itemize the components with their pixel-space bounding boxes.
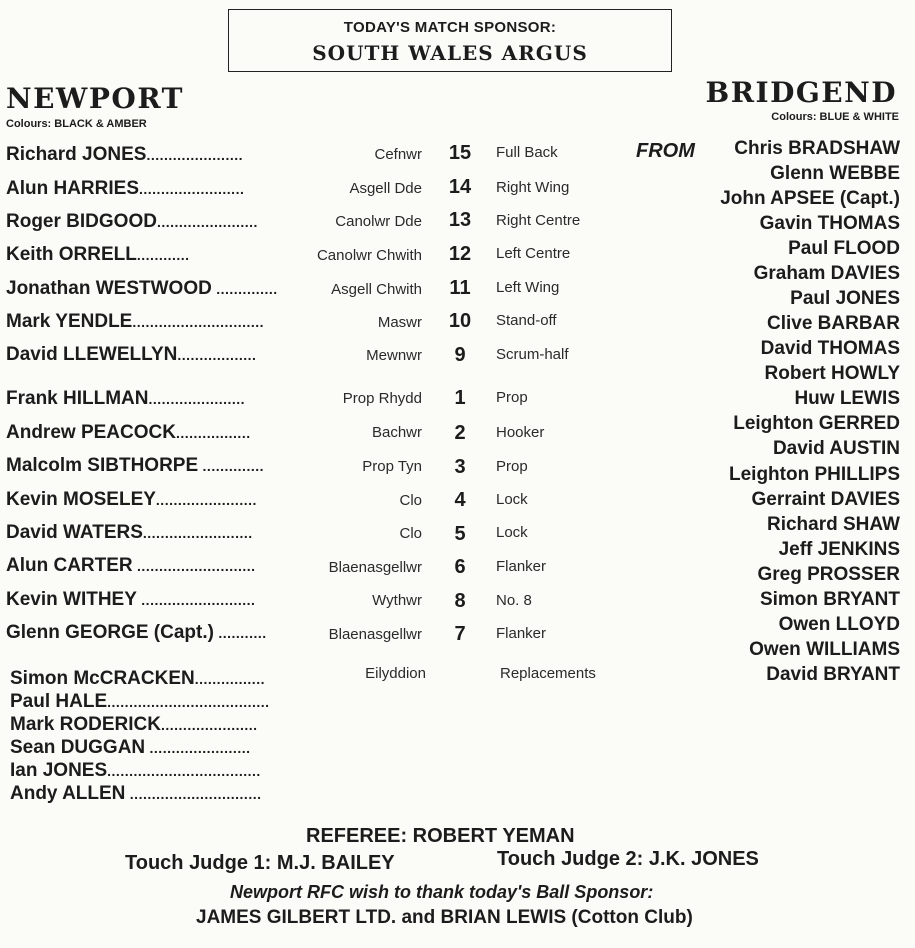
leader-dots: ..............	[198, 458, 265, 474]
ball-sponsor-names: JAMES GILBERT LTD. and BRIAN LEWIS (Cotton Club)	[196, 907, 693, 928]
jersey-number: 11	[449, 277, 471, 299]
jersey-number: 5	[454, 523, 466, 545]
welsh-position: Asgell Dde	[349, 180, 422, 197]
bridgend-player: Paul JONES	[790, 288, 900, 309]
bridgend-player: David THOMAS	[760, 338, 900, 359]
english-position: Full Back	[496, 144, 558, 161]
bridgend-player: Chris BRADSHAW	[734, 138, 900, 159]
replacement-player: Sean DUGGAN	[10, 737, 146, 758]
english-position: Left Wing	[496, 279, 560, 296]
from-label: FROM	[636, 140, 695, 162]
leader-dots: ..............	[211, 281, 278, 297]
english-position: Stand-off	[496, 312, 557, 329]
home-team-name: NEWPORT	[6, 82, 184, 115]
bridgend-player: John APSEE (Capt.)	[720, 188, 900, 209]
leader-dots: .......................	[145, 740, 251, 756]
player-name: Malcolm SIBTHORPE	[6, 455, 199, 476]
english-position: No. 8	[496, 592, 532, 609]
leader-dots: ........................	[139, 181, 245, 197]
touch-judge-2: Touch Judge 2: J.K. JONES	[497, 848, 759, 870]
bridgend-player: Greg PROSSER	[757, 564, 900, 585]
welsh-position: Cefnwr	[374, 146, 422, 163]
leader-dots: ......................	[146, 147, 244, 163]
welsh-position: Asgell Chwith	[331, 281, 422, 298]
bridgend-player: Graham DAVIES	[753, 263, 900, 284]
leader-dots: .......................	[155, 492, 257, 508]
jersey-number: 9	[454, 344, 466, 366]
jersey-number: 3	[454, 456, 466, 478]
english-position: Lock	[496, 491, 528, 508]
replacement-player: Andy ALLEN	[10, 783, 126, 804]
player-name: Roger BIDGOOD	[6, 211, 157, 232]
welsh-position: Mewnwr	[366, 347, 422, 364]
bridgend-player: Owen WILLIAMS	[749, 639, 900, 660]
bridgend-player: Robert HOWLY	[764, 363, 900, 384]
jersey-number: 2	[454, 422, 466, 444]
player-name: David WATERS	[6, 522, 143, 543]
match-sponsor-box	[228, 9, 672, 72]
bridgend-player: Clive BARBAR	[766, 313, 900, 334]
player-name: Andrew PEACOCK	[6, 422, 176, 443]
leader-dots: ..........................	[136, 592, 256, 608]
english-position: Scrum-half	[496, 346, 569, 363]
replacement-player: Simon McCRACKEN	[10, 668, 195, 689]
welsh-position: Maswr	[377, 314, 422, 331]
leader-dots: ......................	[160, 717, 258, 733]
jersey-number: 1	[454, 387, 466, 409]
bridgend-player: David BRYANT	[766, 664, 900, 685]
bridgend-player: Huw LEWIS	[794, 388, 900, 409]
english-position: Right Centre	[496, 212, 581, 229]
player-name: Glenn GEORGE (Capt.)	[6, 622, 214, 643]
english-position: Left Centre	[496, 245, 571, 262]
jersey-number: 7	[454, 623, 466, 645]
english-position: Flanker	[496, 558, 547, 575]
player-name: Kevin WITHEY	[6, 589, 137, 610]
sponsor-label: TODAY'S MATCH SPONSOR:	[343, 19, 557, 36]
bridgend-player: Gerraint DAVIES	[751, 489, 900, 510]
player-name: Jonathan WESTWOOD	[6, 278, 212, 299]
replacements-english-label: Replacements	[500, 665, 596, 682]
ball-sponsor-thanks: Newport RFC wish to thank today's Ball Sponsor:	[230, 882, 654, 902]
leader-dots: .......................	[156, 214, 258, 230]
jersey-number: 15	[448, 142, 472, 164]
welsh-position: Canolwr Dde	[335, 213, 422, 230]
jersey-number: 8	[454, 590, 466, 612]
leader-dots: ...........	[213, 625, 267, 641]
touch-judge-1: Touch Judge 1: M.J. BAILEY	[125, 852, 395, 874]
welsh-position: Blaenasgellwr	[328, 626, 422, 643]
bridgend-player: Jeff JENKINS	[778, 539, 900, 560]
welsh-position: Blaenasgellwr	[328, 559, 422, 576]
bridgend-player: Owen LLOYD	[778, 614, 900, 635]
away-team-colours: Colours: BLUE & WHITE	[771, 111, 899, 123]
leader-dots: .........................	[142, 525, 253, 541]
english-position: Hooker	[496, 424, 545, 441]
replacements-welsh-label: Eilyddion	[365, 665, 426, 682]
english-position: Right Wing	[496, 179, 570, 196]
leader-dots: ...................................	[107, 763, 261, 779]
home-team-colours: Colours: BLACK & AMBER	[6, 118, 147, 130]
welsh-position: Prop Rhydd	[342, 390, 422, 407]
leader-dots: ..................	[177, 347, 257, 363]
leader-dots: .....................................	[107, 694, 270, 710]
replacement-player: Ian JONES	[10, 760, 108, 781]
welsh-position: Prop Tyn	[362, 458, 422, 475]
leader-dots: .................	[175, 425, 251, 441]
welsh-position: Clo	[399, 492, 422, 509]
player-name: Keith ORRELL	[6, 244, 137, 265]
leader-dots: ..............................	[132, 314, 265, 330]
sponsor-name: SOUTH WALES ARGUS	[312, 41, 588, 65]
jersey-number: 10	[448, 310, 472, 332]
english-position: Prop	[496, 458, 528, 475]
english-position: Prop	[496, 389, 528, 406]
welsh-position: Canolwr Chwith	[316, 247, 422, 264]
player-name: Richard JONES	[6, 144, 147, 165]
player-name: Frank HILLMAN	[6, 388, 149, 409]
jersey-number: 13	[448, 209, 472, 231]
welsh-position: Bachwr	[371, 424, 422, 441]
english-position: Lock	[496, 524, 528, 541]
jersey-number: 14	[448, 176, 472, 198]
english-position: Flanker	[496, 625, 547, 642]
away-team-name: BRIDGEND	[705, 76, 897, 109]
replacement-player: Mark RODERICK	[10, 714, 161, 735]
player-name: David LLEWELLYN	[6, 344, 178, 365]
leader-dots: ..............................	[125, 786, 262, 802]
jersey-number: 12	[448, 243, 472, 265]
bridgend-player: David AUSTIN	[772, 438, 900, 459]
jersey-number: 6	[454, 556, 466, 578]
bridgend-player: Gavin THOMAS	[759, 213, 900, 234]
leader-dots: ............	[136, 247, 190, 263]
leader-dots: ......................	[148, 391, 246, 407]
bridgend-player: Leighton GERRED	[733, 413, 900, 434]
player-name: Alun CARTER	[6, 555, 133, 576]
jersey-number: 4	[454, 489, 466, 511]
player-name: Alun HARRIES	[6, 178, 139, 199]
referee-line: REFEREE: ROBERT YEMAN	[306, 825, 575, 847]
leader-dots: ...........................	[132, 558, 256, 574]
leader-dots: ................	[194, 671, 265, 687]
replacement-player: Paul HALE	[10, 691, 108, 712]
bridgend-player: Simon BRYANT	[759, 589, 900, 610]
bridgend-player: Glenn WEBBE	[770, 163, 900, 184]
player-name: Kevin MOSELEY	[6, 489, 156, 510]
welsh-position: Wythwr	[372, 592, 422, 609]
player-name: Mark YENDLE	[6, 311, 133, 332]
welsh-position: Clo	[399, 525, 422, 542]
bridgend-player: Paul FLOOD	[788, 238, 900, 259]
bridgend-player: Richard SHAW	[766, 514, 900, 535]
bridgend-player: Leighton PHILLIPS	[729, 464, 900, 485]
